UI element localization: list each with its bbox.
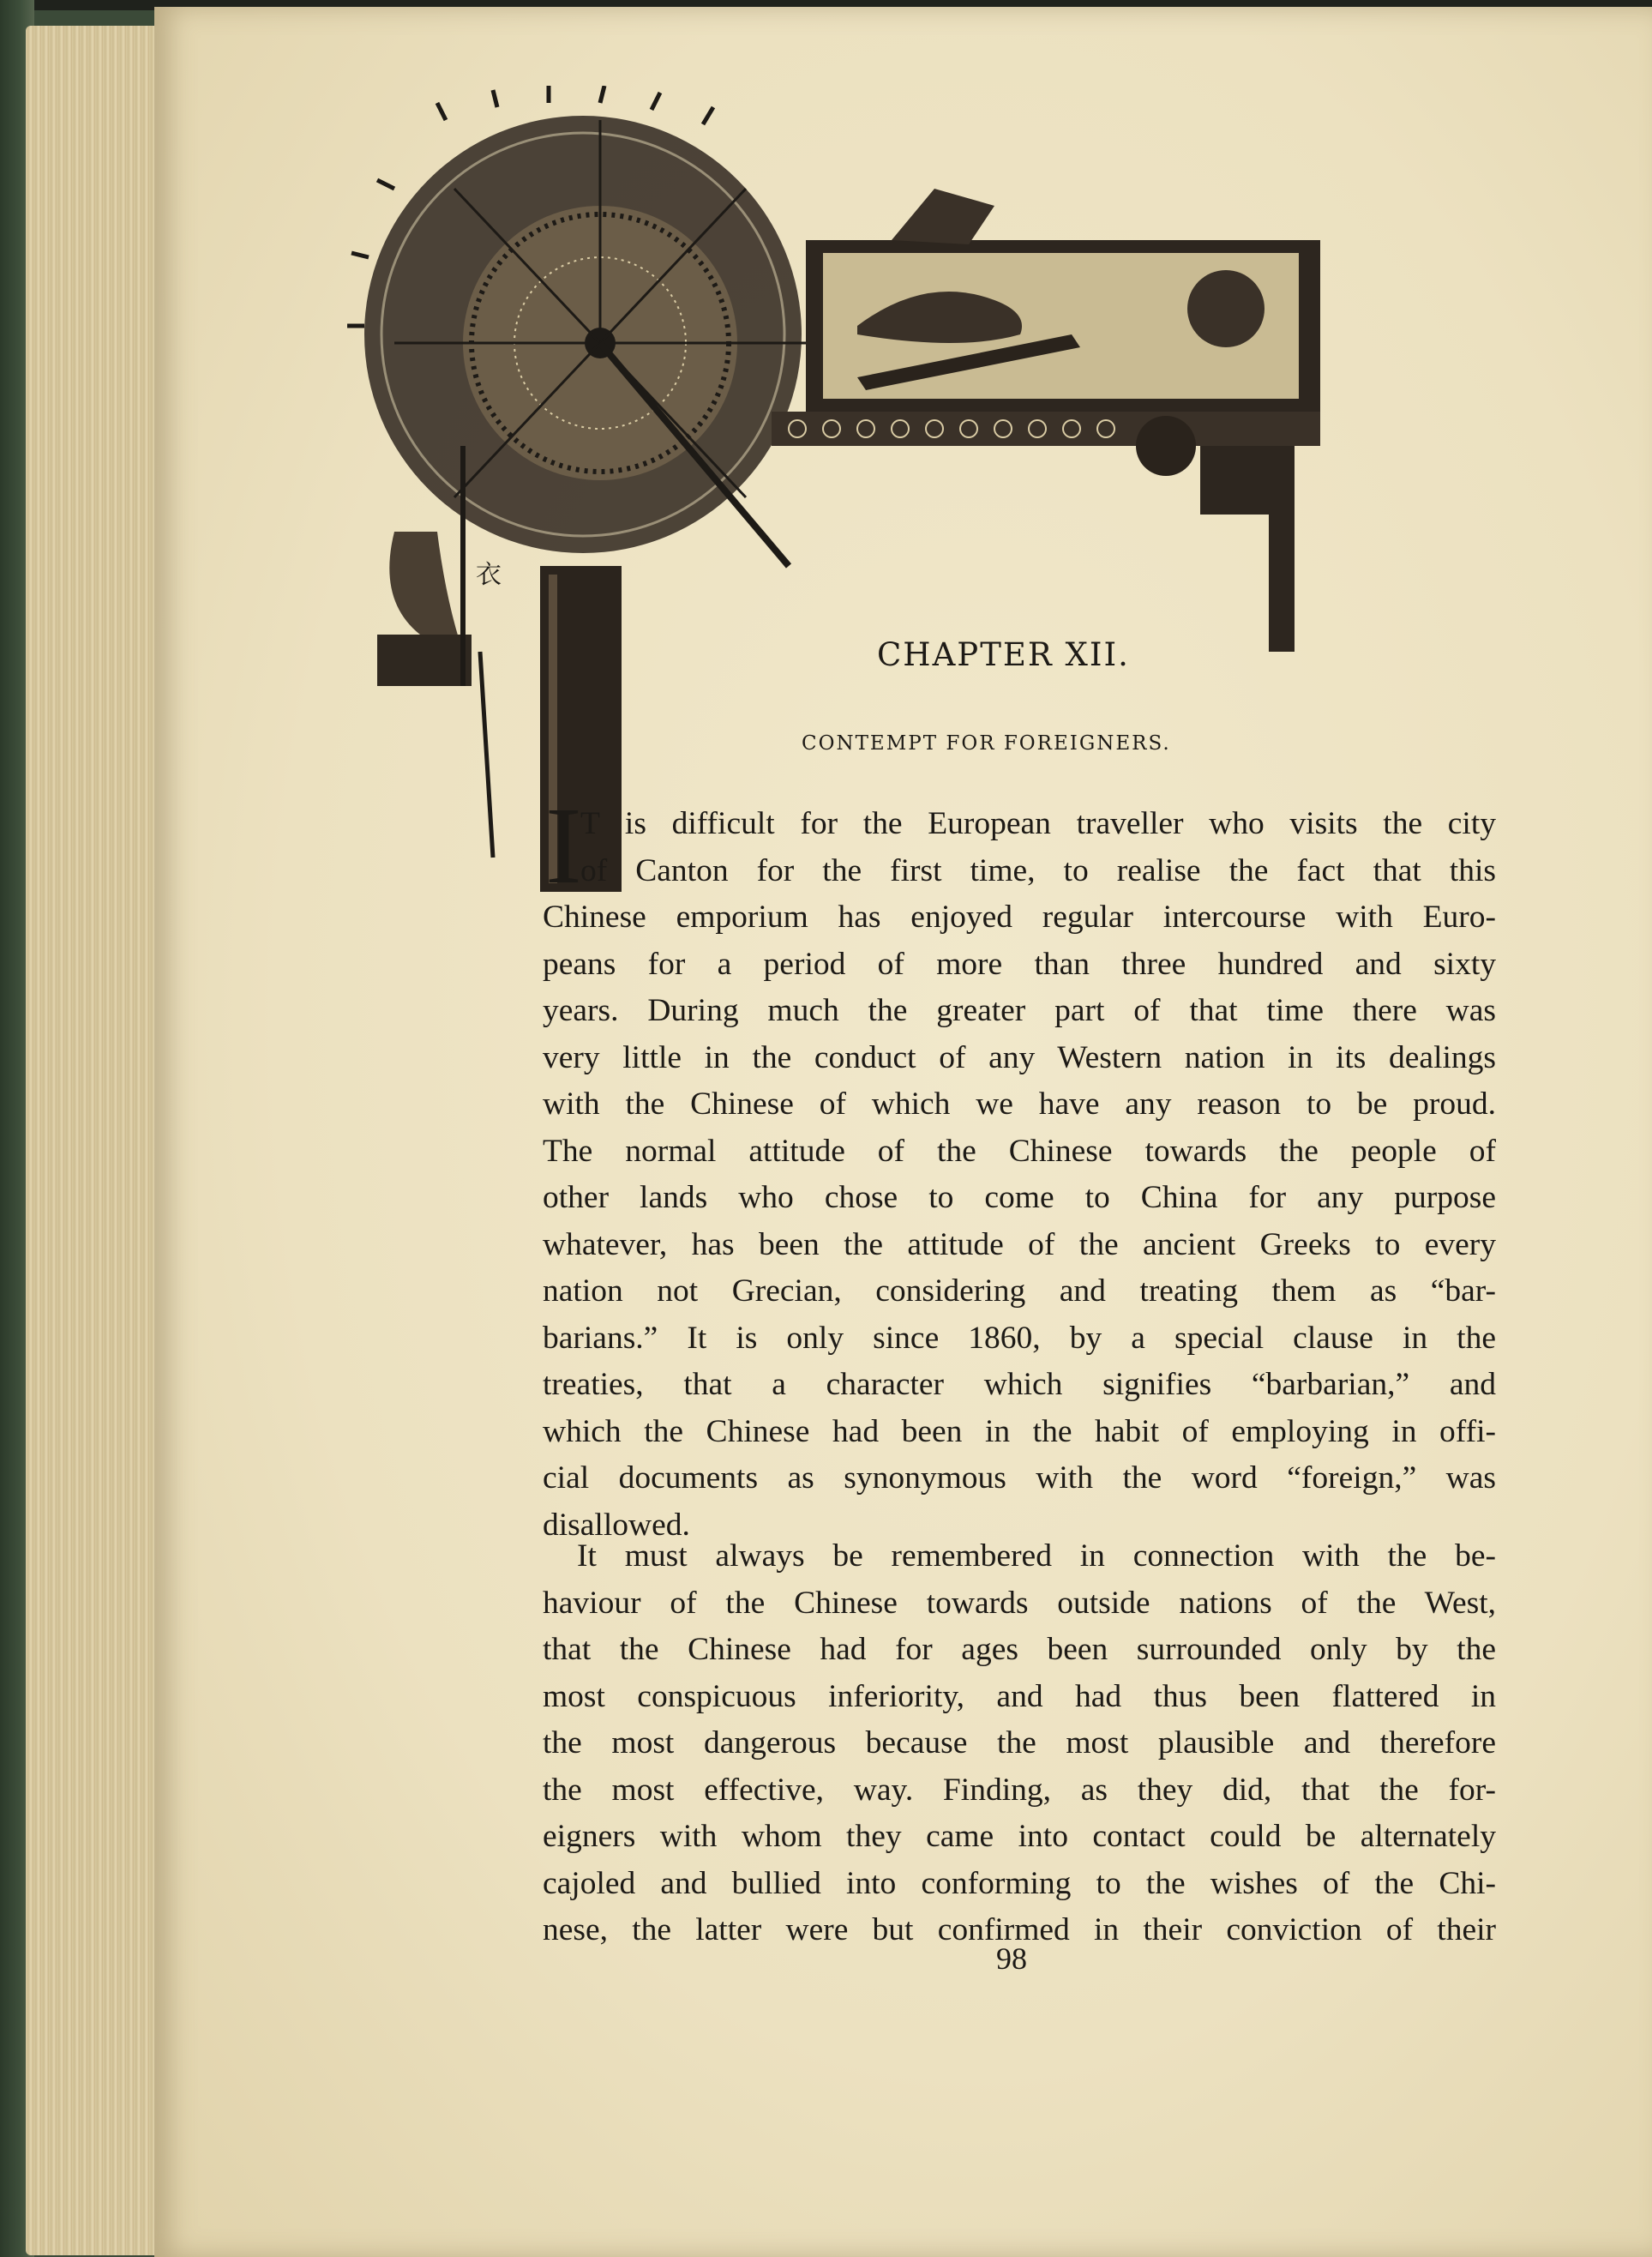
text-line: with the Chinese of which we have any reason to be proud.	[543, 1086, 1496, 1122]
parasol-engraving	[347, 86, 806, 566]
text-line: other lands who chose to come to China for any purpose	[543, 1180, 1496, 1215]
text-line: haviour of the Chinese towards outside nations of the West,	[543, 1585, 1496, 1621]
chapter-subtitle: CONTEMPT FOR FOREIGNERS.	[802, 732, 1171, 755]
text-line: nation not Grecian, considering and treating them as “bar-	[543, 1273, 1496, 1309]
text-line: years. During much the greater part of that time there was	[543, 993, 1496, 1028]
text-line: the most dangerous because the most plausible and therefore	[543, 1725, 1496, 1760]
text-line: very little in the conduct of any Western nation in its dealings	[543, 1039, 1496, 1075]
paragraph-1	[543, 801, 1496, 1549]
page-stack-edge	[26, 26, 163, 2255]
text-line: T is difficult for the European traveller who visits the city	[580, 806, 1496, 841]
fish-panel-engraving	[772, 189, 1320, 652]
text-line: disallowed.	[543, 1507, 690, 1543]
text-line: barians.” It is only since 1860, by a special clause in the	[543, 1320, 1496, 1356]
text-line: peans for a period of more than three hundred and sixty	[543, 946, 1496, 982]
chapter-headpiece-illustration	[343, 86, 1337, 892]
text-line: Chinese emporium has enjoyed regular intercourse with Euro-	[543, 900, 1496, 935]
text-line: that the Chinese had for ages been surrounded only by the	[543, 1632, 1496, 1667]
text-line: nese, the latter were but confirmed in their conviction of their	[543, 1912, 1496, 1947]
text-line: It must always be remembered in connection with the be-	[577, 1538, 1496, 1574]
text-line: which the Chinese had been in the habit of employing in offi-	[543, 1413, 1496, 1449]
page-number: 98	[996, 1941, 1027, 1976]
text-line: most conspicuous inferiority, and had thus been flattered in	[543, 1678, 1496, 1714]
text-line: whatever, has been the attitude of the ancient Greeks to every	[543, 1226, 1496, 1262]
text-line: The normal attitude of the Chinese towards the people of	[543, 1133, 1496, 1169]
chapter-title: CHAPTER XII.	[877, 636, 1130, 673]
text-line: treaties, that a character which signifies “barbarian,” and	[543, 1367, 1496, 1402]
text-line: of Canton for the first time, to realise the fact that this	[580, 852, 1496, 888]
text-line: cial documents as synonymous with the word “foreign,” was	[543, 1460, 1496, 1496]
drop-cap-letter: I	[545, 785, 582, 906]
text-line: cajoled and bullied into conforming to the wishes of the Chi-	[543, 1865, 1496, 1901]
text-line: eigners with whom they came into contact could be alternately	[543, 1819, 1496, 1854]
text-line: the most effective, way. Finding, as they did, that the for-	[543, 1772, 1496, 1808]
svg-text:衣: 衣	[476, 560, 502, 590]
paragraph-2	[543, 1533, 1496, 1954]
